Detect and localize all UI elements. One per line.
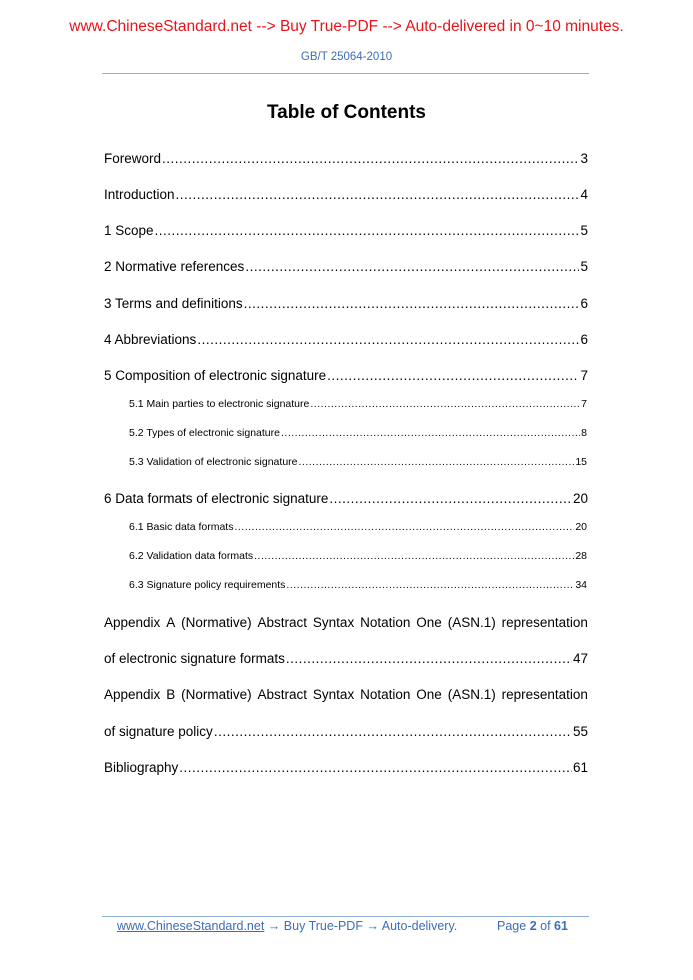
toc-entry-scope[interactable] [104, 223, 588, 238]
toc-entry-appendix-a-line1[interactable] [104, 615, 588, 630]
toc-word: Abstract [257, 687, 308, 702]
toc-title: Table of Contents [266, 102, 427, 123]
page-label: Page [497, 919, 527, 933]
toc-entry-page: 4 [580, 187, 588, 202]
toc-entry-label: of electronic signature formats [104, 651, 285, 666]
toc-entry-label: 5.2 Types of electronic signature [129, 427, 280, 439]
toc-entry-label: 1 Scope [104, 223, 154, 238]
toc-entry-label: 6.1 Basic data formats [129, 521, 234, 533]
toc-entry-introduction[interactable] [104, 187, 588, 202]
dot-leader [245, 259, 579, 274]
arrow-right-icon: → [267, 919, 281, 933]
toc-word: One [416, 615, 442, 630]
toc-entry-6-2[interactable] [129, 550, 587, 562]
toc-entry-page: 5 [580, 223, 588, 238]
toc-entry-page: 61 [572, 760, 588, 775]
toc-word: Notation [360, 615, 411, 630]
dot-leader [214, 724, 572, 739]
toc-entry-label: 3 Terms and definitions [104, 296, 243, 311]
dot-leader [281, 427, 580, 439]
toc-entry-page: 15 [575, 456, 587, 468]
dot-leader [329, 491, 572, 506]
footer-rule [102, 916, 589, 917]
dot-leader [234, 521, 574, 533]
page-indicator [497, 919, 568, 933]
footer-delivery-text: Auto-delivery. [381, 919, 458, 933]
toc-entry-abbreviations[interactable] [104, 332, 588, 347]
dot-leader [176, 187, 580, 202]
toc-entry-page: 6 [580, 296, 588, 311]
toc-entry-label: 5.1 Main parties to electronic signature [129, 398, 310, 410]
dot-leader [254, 550, 574, 562]
promo-banner[interactable]: www.ChineseStandard.net --> Buy True-PDF --> Auto-delivered in 0~10 minutes. [69, 18, 624, 35]
toc-word: Notation [360, 687, 411, 702]
toc-entry-page: 7 [581, 398, 587, 410]
toc-entry-label: 6.3 Signature policy requirements [129, 579, 286, 591]
page-total: 61 [554, 919, 568, 933]
toc-entry-foreword[interactable] [104, 151, 588, 166]
toc-entry-bibliography[interactable] [104, 760, 588, 775]
dot-leader [155, 223, 580, 238]
toc-entry-label: Bibliography [104, 760, 179, 775]
toc-entry-composition[interactable] [104, 368, 588, 383]
dot-leader [327, 368, 579, 383]
dot-leader [197, 332, 579, 347]
toc-entry-appendix-b-line1[interactable] [104, 687, 588, 702]
toc-word: Appendix [104, 615, 161, 630]
toc-entry-label: 2 Normative references [104, 259, 245, 274]
toc-entry-page: 8 [581, 427, 587, 439]
toc-entry-page: 55 [572, 724, 588, 739]
toc-entry-page: 34 [575, 579, 587, 591]
toc-entry-label: 6.2 Validation data formats [129, 550, 254, 562]
toc-entry-5-1[interactable] [129, 398, 587, 410]
toc-entry-5-3[interactable] [129, 456, 587, 468]
toc-entry-page: 47 [572, 651, 588, 666]
toc-entry-page: 28 [575, 550, 587, 562]
toc-entry-5-2[interactable] [129, 427, 587, 439]
toc-entry-appendix-b-line2[interactable] [104, 724, 588, 739]
standard-code: GB/T 25064-2010 [300, 51, 393, 63]
toc-entry-page: 7 [580, 368, 588, 383]
toc-entry-page: 3 [580, 151, 588, 166]
toc-entry-page: 5 [580, 259, 588, 274]
header-rule [102, 73, 589, 74]
dot-leader [162, 151, 579, 166]
dot-leader [286, 579, 574, 591]
page-current: 2 [529, 919, 537, 933]
toc-word: representation [501, 687, 588, 702]
toc-word: (ASN.1) [447, 615, 496, 630]
toc-entry-page: 20 [572, 491, 588, 506]
footer-buy-text: Buy True-PDF [283, 919, 363, 933]
toc-entry-label: 6 Data formats of electronic signature [104, 491, 329, 506]
toc-entry-label: Foreword [104, 151, 162, 166]
footer-site-link[interactable]: www.ChineseStandard.net [117, 919, 265, 933]
toc-word: Syntax [312, 615, 355, 630]
arrow-right-icon: → [366, 919, 379, 933]
toc-word: Abstract [257, 615, 308, 630]
toc-entry-label: 5 Composition of electronic signature [104, 368, 327, 383]
toc-entry-label: 5.3 Validation of electronic signature [129, 456, 298, 468]
toc-entry-data-formats[interactable] [104, 491, 588, 506]
toc-word: (ASN.1) [447, 687, 496, 702]
toc-entry-label: 4 Abbreviations [104, 332, 197, 347]
toc-entry-page: 6 [580, 332, 588, 347]
toc-word: One [416, 687, 442, 702]
toc-word: Syntax [312, 687, 355, 702]
dot-leader [299, 456, 575, 468]
toc-entry-page: 20 [575, 521, 587, 533]
dot-leader [286, 651, 572, 666]
toc-entry-appendix-a-line2[interactable] [104, 651, 588, 666]
toc-entry-terms-definitions[interactable] [104, 296, 588, 311]
toc-entry-label: Introduction [104, 187, 175, 202]
toc-word: Appendix [104, 687, 161, 702]
toc-entry-normative-references[interactable] [104, 259, 588, 274]
dot-leader [310, 398, 580, 410]
page-of: of [540, 919, 551, 933]
toc-word: A [166, 615, 176, 630]
dot-leader [244, 296, 580, 311]
toc-word: B [166, 687, 176, 702]
toc-entry-label: of signature policy [104, 724, 213, 739]
toc-word: representation [501, 615, 588, 630]
toc-word: (Normative) [181, 687, 252, 702]
toc-entry-6-1[interactable] [129, 521, 587, 533]
dot-leader [179, 760, 572, 775]
toc-word: (Normative) [181, 615, 252, 630]
toc-entry-6-3[interactable] [129, 579, 587, 591]
footer [117, 919, 568, 933]
